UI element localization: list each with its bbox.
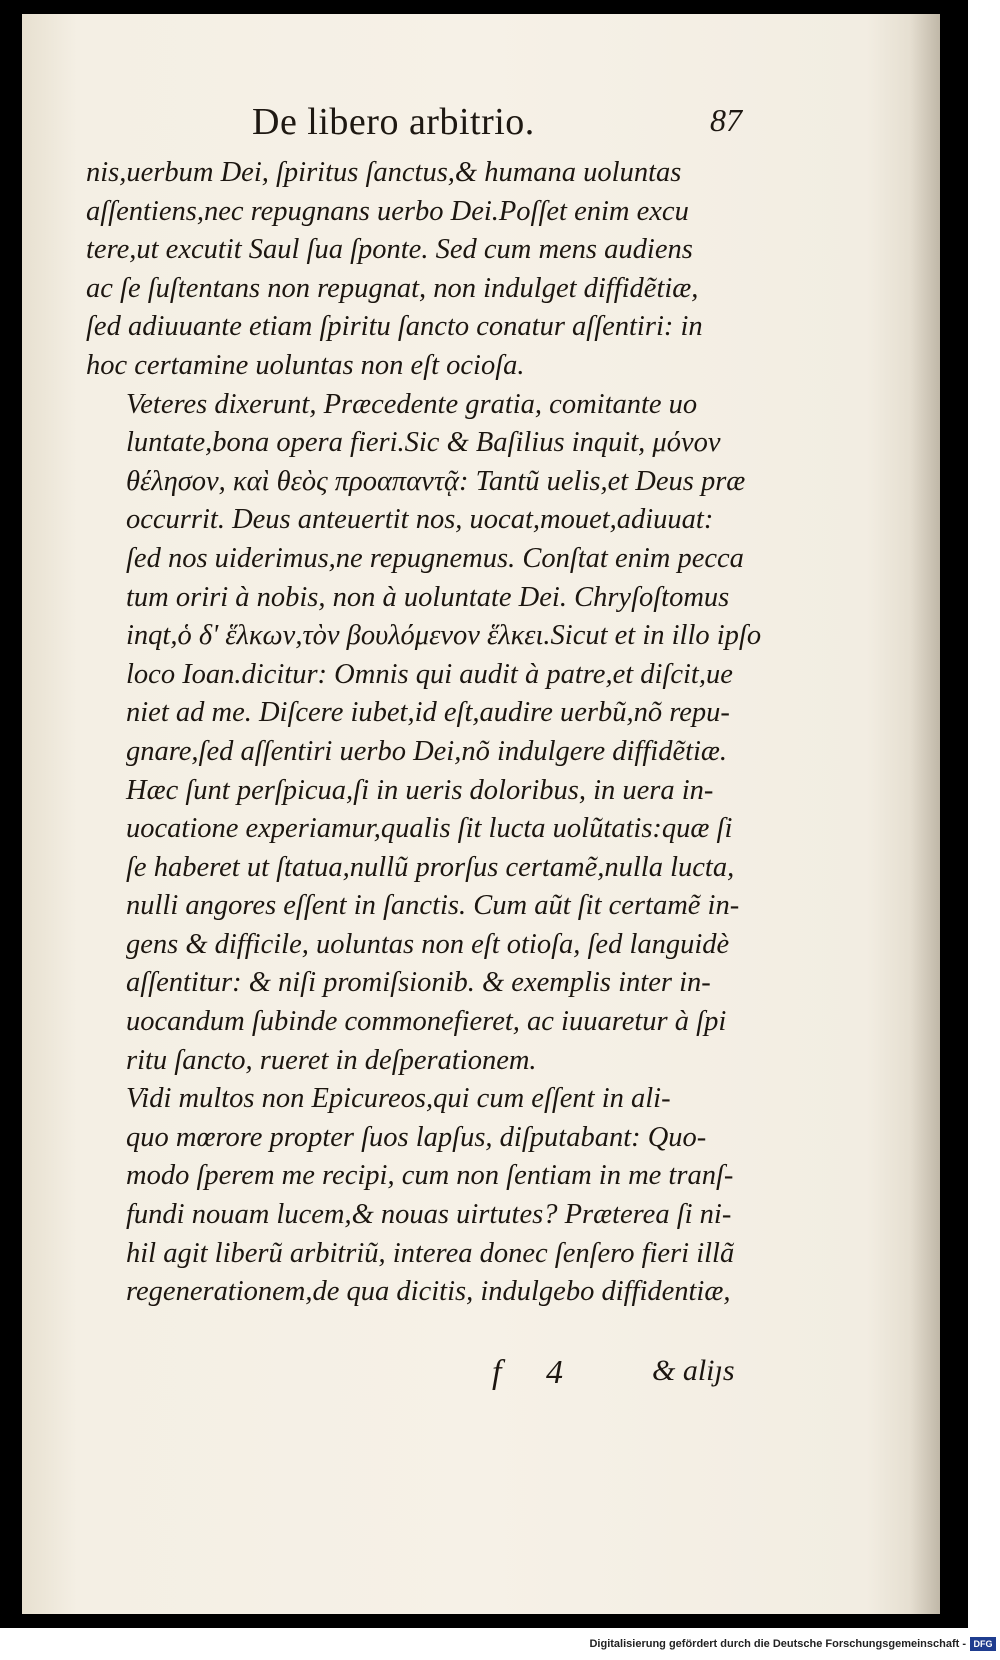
- text-line: Hæc ſunt perſpicua,ſi in ueris doloribus, in uera in-: [126, 774, 714, 806]
- text-line: aſſentiens,nec repugnans uerbo Dei.Poſſet enim excu: [86, 195, 689, 227]
- text-line: gnare,ſed aſſentiri uerbo Dei,nõ indulgere diffidẽtiæ.: [126, 735, 728, 767]
- text-line: hil agit liberũ arbitriũ, interea donec ſenſero fieri illã: [126, 1237, 735, 1269]
- text-line: Veteres dixerunt, Præcedente gratia, comitante uo: [126, 388, 698, 420]
- text-line: loco Ioan.dicitur: Omnis qui audit à patre,et diſcit,ue: [126, 658, 733, 690]
- paragraph: [86, 386, 762, 772]
- text-line: fundi nouam lucem,& nouas uirtutes? Præterea ſi ni-: [126, 1199, 732, 1231]
- text-line: modo ſperem me recipi, cum non ſentiam in me tranſ-: [126, 1160, 734, 1192]
- funding-notice: Digitalisierung gefördert durch die Deutsche Forschungsgemeinschaft -: [589, 1638, 966, 1650]
- paragraph: [86, 154, 746, 386]
- text-line: aſſentitur: & niſi promiſsionib. & exemplis inter in-: [126, 967, 711, 999]
- text-line: tere,ut excutit Saul ſua ſponte. Sed cum mens audiens: [86, 234, 693, 266]
- text-line: luntate,bona opera fieri.Sic & Baſilius inquit, μόνον: [126, 427, 721, 459]
- catchword: & aliȷs: [652, 1354, 735, 1387]
- page-header: [222, 100, 742, 160]
- paragraph: [86, 772, 746, 1081]
- text-line: ſed adiuuante etiam ſpiritu ſancto conatur aſſentiri: in: [86, 311, 703, 343]
- text-line: uocandum ſubinde commonefieret, ac iuuaretur à ſpi: [126, 1006, 727, 1038]
- text-line: hoc certamine uoluntas non eſt ocioſa.: [86, 349, 525, 381]
- page-edge-shadow: [910, 14, 940, 1614]
- page-number: 87: [710, 102, 742, 138]
- text-line: tum oriri à nobis, non à uoluntate Dei. Chryſoſtomus: [126, 581, 730, 613]
- text-line: ſe haberet ut ſtatua,nullũ prorſus certamẽ,nulla lucta,: [126, 851, 735, 883]
- signature-mark: f 4: [492, 1354, 581, 1391]
- text-line: occurrit. Deus anteuertit nos, uocat,mouet,adiuuat:: [126, 504, 714, 536]
- running-title: De libero arbitrio.: [252, 101, 535, 143]
- dfg-logo: DFG: [970, 1637, 996, 1651]
- text-line: niet ad me. Diſcere iubet,id eſt,audire uerbũ,nõ repu-: [126, 697, 730, 729]
- text-line: quo mœrore propter ſuos lapſus, diſputabant: Quo-: [126, 1121, 707, 1153]
- text-line: nulli angores eſſent in ſanctis. Cum aũt ſit certamẽ in-: [126, 890, 740, 922]
- text-line: ritu ſancto, rueret in deſperationem.: [126, 1044, 537, 1076]
- text-line: Vidi multos non Epicureos,qui cum eſſent in ali-: [126, 1083, 671, 1115]
- text-line: gens & difficile, uoluntas non eſt otioſa, ſed languidè: [126, 928, 730, 960]
- text-line: nis,uerbum Dei, ſpiritus ſanctus,& humana uoluntas: [86, 157, 682, 188]
- text-line: ac ſe ſuſtentans non repugnat, non indulget diffidẽtiæ,: [86, 272, 699, 304]
- text-line: regenerationem,de qua dicitis, indulgebo diffidentiæ,: [126, 1276, 731, 1308]
- text-block: [86, 154, 762, 1312]
- paragraph: [86, 1080, 746, 1312]
- book-page: [22, 14, 940, 1614]
- text-line: inqt,ὁ δ' ἕλκων,τὸν βουλόμενον ἕλκει.Sicut et in illo ipſo: [126, 620, 762, 652]
- text-line: ſed nos uiderimus,ne repugnemus. Conſtat enim pecca: [126, 542, 744, 574]
- text-line: θέλησον, καὶ θεὸς προαπαντᾷ: Tantũ uelis,et Deus præ: [126, 465, 746, 497]
- text-line: uocatione experiamur,qualis ſit lucta uolũtatis:quæ ſi: [126, 813, 733, 845]
